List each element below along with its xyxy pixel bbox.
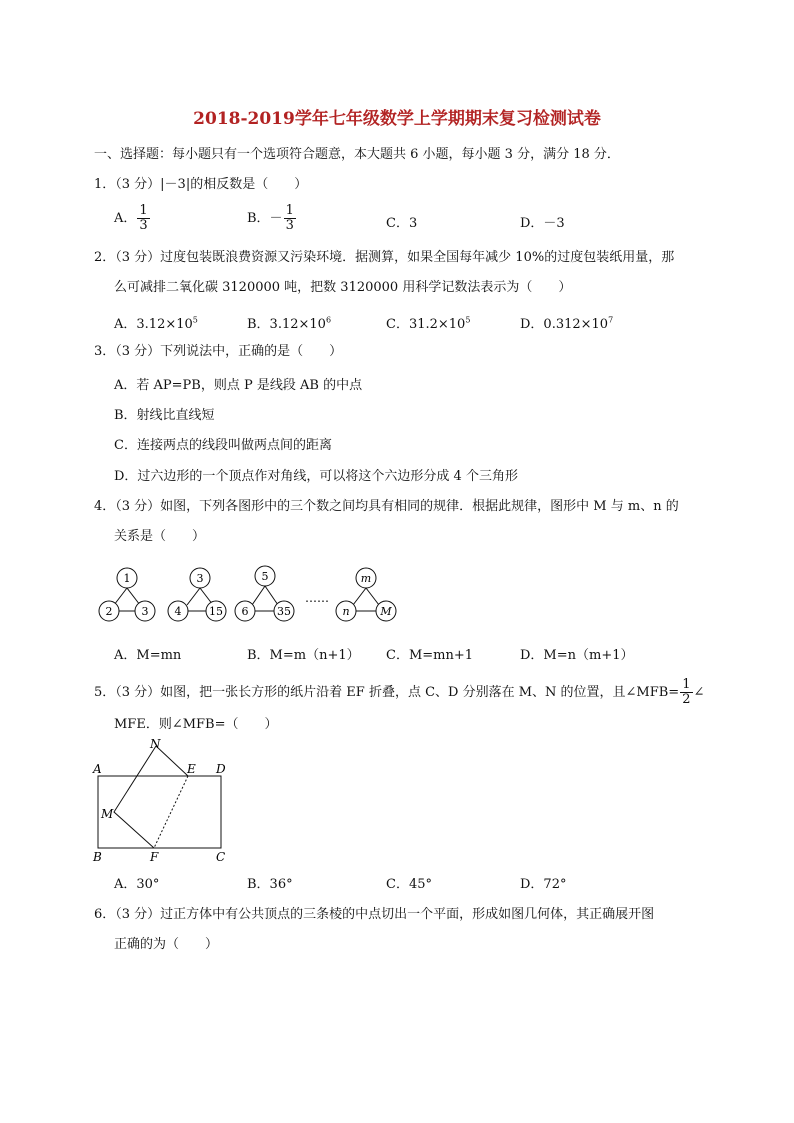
q1-stem: 1．（3 分）|－3|的相反数是（ ）: [94, 177, 308, 192]
q6-stem-line2: 正确的为（ ）: [114, 937, 219, 952]
q4-fig1-right: 3: [141, 605, 149, 618]
q2-stem-line1: 2．（3 分）过度包装既浪费资源又污染环境．据测算，如果全国每年减少 10%的过度包装纸用量，那: [94, 250, 675, 265]
q2-option-b[interactable]: B．$3.12\times 10^6$: [247, 315, 332, 332]
q5-label-n: N: [150, 737, 161, 751]
q5-rectangle: [98, 776, 221, 848]
q2-option-c[interactable]: C．$31.2\times 10^5$: [386, 315, 471, 332]
q6-stem-line1: 6．（3 分）过正方体中有公共顶点的三条棱的中点切出一个平面，形成如图几何体，其正确展开图: [94, 907, 655, 922]
q1-option-a[interactable]: [114, 204, 151, 233]
q5-option-c[interactable]: C．45°: [386, 877, 432, 892]
q4-option-b[interactable]: B．M=m（n+1）: [247, 648, 360, 663]
q1-option-b[interactable]: [247, 204, 297, 233]
q4-triangle-figures: [90, 560, 420, 630]
q4-option-d[interactable]: D．M=n（m+1）: [520, 648, 634, 663]
q4-fig2-top: 3: [196, 572, 204, 585]
q5-stem-line1: 5．（3 分）如图，把一张长方形的纸片沿着 EF 折叠，点 C、D 分别落在 M、N 的位置，且∠MFB= $\frac{1}{2}$ ∠: [94, 677, 705, 707]
page-title: 2018-2019学年七年级数学上学期期末复习检测试卷: [193, 109, 601, 129]
q1-option-b-label: B．－: [247, 211, 283, 226]
q5-stem-line2: MFE．则∠MFB=（ ）: [114, 717, 278, 732]
q4-fig1-left: 2: [105, 605, 113, 618]
q3-option-b[interactable]: B．射线比直线短: [114, 408, 215, 423]
q4-ellipsis: ……: [305, 591, 329, 605]
q4-fig3-right: 35: [277, 605, 291, 618]
q5-option-a[interactable]: A．30°: [114, 877, 160, 892]
q5-fold-figure: [88, 736, 238, 866]
q5-label-d: D: [216, 762, 226, 776]
q4-option-a[interactable]: A．M=mn: [114, 648, 182, 663]
q4-fig1-top: 1: [123, 572, 131, 585]
q2-option-d[interactable]: D．$0.312\times 10^7$: [520, 315, 614, 332]
q5-option-b[interactable]: B．36°: [247, 877, 293, 892]
q1-option-a-label: A．: [114, 211, 137, 226]
q5-fold-line: [154, 776, 188, 848]
q4-fig4-top: m: [360, 572, 372, 585]
q4-fig2-right: 15: [209, 605, 223, 618]
q1-option-a-fraction: $\frac{1}{3}$: [139, 203, 148, 233]
q4-stem-line2: 关系是（ ）: [114, 529, 206, 544]
q5-label-a: A: [93, 762, 102, 776]
q1-option-b-fraction: $\frac{1}{3}$: [285, 203, 294, 233]
q3-option-c[interactable]: C．连接两点的线段叫做两点间的距离: [114, 438, 332, 453]
q2-option-a[interactable]: A．$3.12\times 10^5$: [114, 315, 198, 332]
q4-fig3-left: 6: [241, 605, 249, 618]
q4-fig2-left: 4: [174, 605, 182, 618]
q4-stem-line1: 4．（3 分）如图，下列各图形中的三个数之间均具有相同的规律．根据此规律，图形中 M 与 m、n 的: [94, 499, 679, 514]
q4-fig4-right: M: [380, 605, 392, 618]
q5-label-m: M: [101, 807, 114, 821]
q3-option-a[interactable]: A．若 AP=PB，则点 P 是线段 AB 的中点: [114, 378, 363, 393]
section-heading: 一、选择题：每小题只有一个选项符合题意，本大题共 6 小题，每小题 3 分，满分 18 分．: [94, 147, 620, 162]
q1-option-d[interactable]: D．－3: [520, 216, 565, 231]
q5-option-d[interactable]: D．72°: [520, 877, 567, 892]
q5-label-e: E: [187, 762, 196, 776]
q3-option-d[interactable]: D．过六边形的一个顶点作对角线，可以将这个六边形分成 4 个三角形: [114, 469, 518, 484]
q5-label-f: F: [150, 850, 159, 864]
q5-fraction: $\frac{1}{2}$: [682, 677, 691, 707]
q4-option-c[interactable]: C．M=mn+1: [386, 648, 474, 663]
q1-option-c[interactable]: C．3: [386, 216, 418, 231]
q5-label-b: B: [93, 850, 102, 864]
q3-stem: 3．（3 分）下列说法中，正确的是（ ）: [94, 344, 343, 359]
q4-fig3-top: 5: [261, 570, 269, 583]
q5-label-c: C: [216, 850, 226, 864]
q2-stem-line2: 么可减排二氧化碳 3120000 吨，把数 3120000 用科学记数法表示为（ ）: [114, 280, 572, 295]
q4-fig4-left: n: [342, 605, 350, 618]
